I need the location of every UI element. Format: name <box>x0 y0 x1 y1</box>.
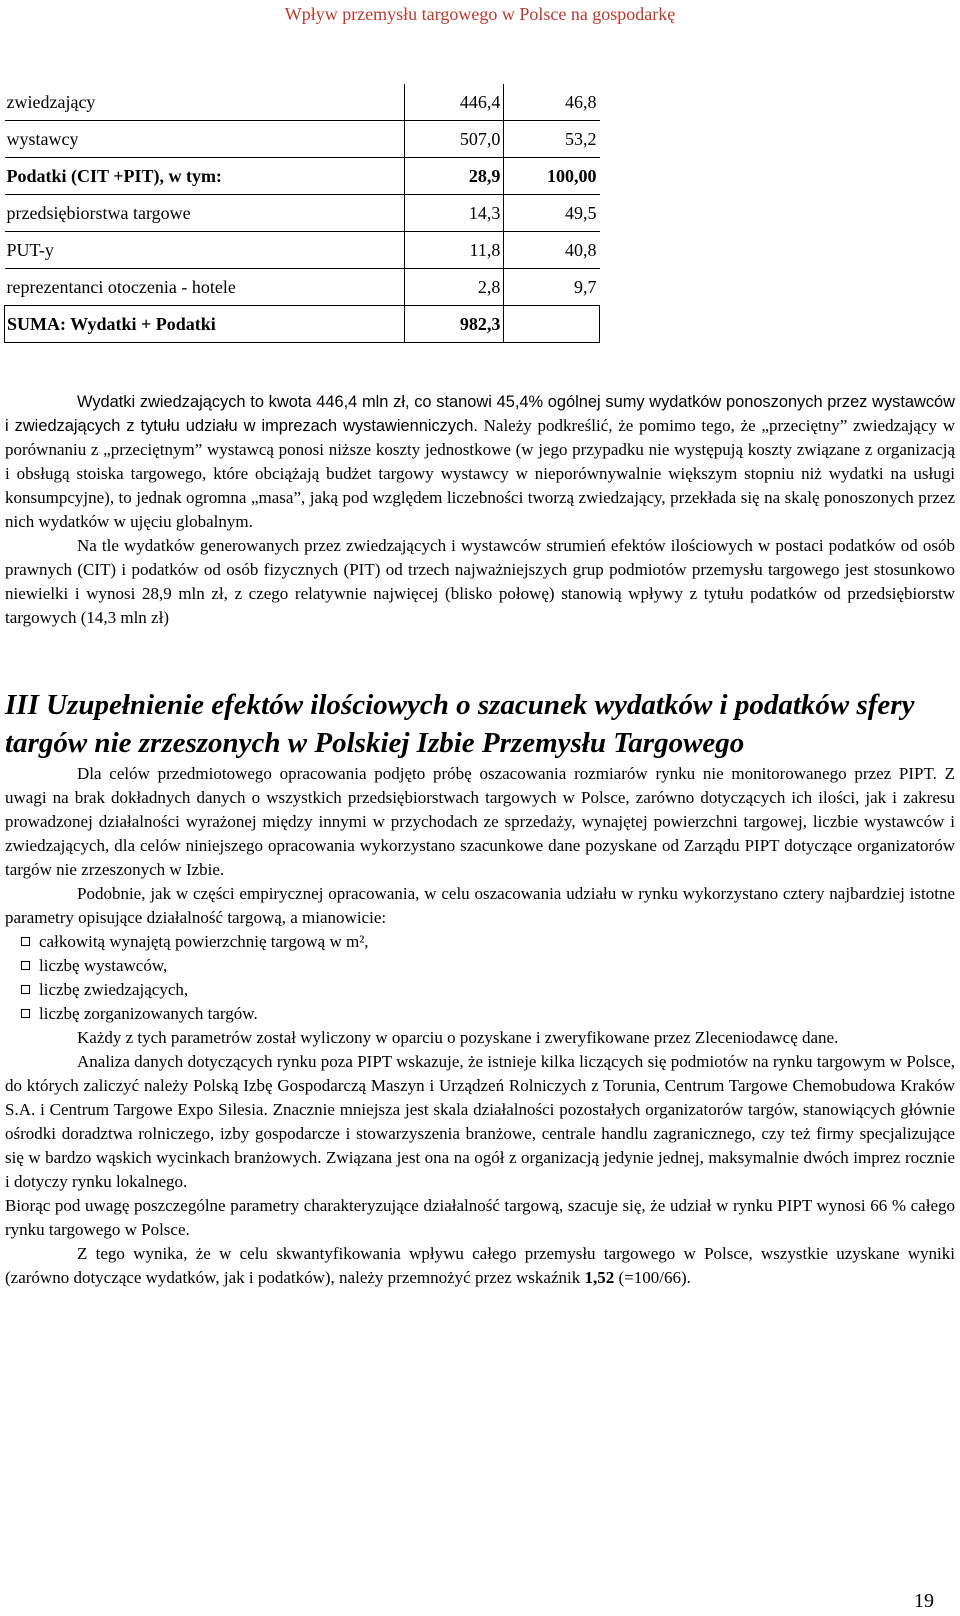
multiplier-value: 1,52 <box>584 1268 615 1287</box>
table-cell-label: reprezentanci otoczenia - hotele <box>6 277 236 297</box>
table-cell-value: 28,9 <box>405 158 504 195</box>
list-item-text: liczbę zwiedzających, <box>39 980 189 999</box>
list-item <box>23 1002 955 1026</box>
paragraph: Podobnie, jak w części empirycznej opracowania, w celu oszacowania udziału w rynku wykorzystano cztery najbardziej istotne parametry opisujące działalność targową, a mianowicie: <box>5 884 955 927</box>
page-number: 19 <box>914 1590 934 1612</box>
table-row <box>5 158 600 195</box>
table-cell-value: 446,4 <box>405 84 504 121</box>
page-header-title: Wpływ przemysłu targowego w Polsce na gospodarkę <box>284 4 676 24</box>
table-row <box>5 269 600 306</box>
table-cell-percent <box>504 306 600 343</box>
list-item-text: całkowitą wynajętą powierzchnię targową w m², <box>39 932 369 951</box>
list-item <box>23 930 955 954</box>
table-cell-label: zwiedzający <box>6 92 96 112</box>
paragraph <box>5 1242 955 1290</box>
list-item <box>23 978 955 1002</box>
paragraph-text: Należy podkreślić, że pomimo tego, że „przeciętny” zwiedzający w porównaniu z „przeciętnym” wystawcą ponosi niższe koszty jednostkowe (w jego przypadku nie występują koszty związane z organizacją i obsługą stoiska targowego, które obciążają budżet targowy wystawcy w nieporównywalnie większym stopniu niż wydatki na usługi konsumpcyjne), to jednak ogromna „masa”, jaką pod względem liczebności tworzą zwiedzający, przekłada się na skalę ponoszonych przez nich wydatków w ujęciu globalnym. <box>5 416 955 531</box>
table-cell-percent: 9,7 <box>504 269 600 306</box>
table-row <box>5 232 600 269</box>
table-cell-value: 11,8 <box>405 232 504 269</box>
table-cell-label: Podatki (CIT +PIT), w tym: <box>6 166 222 186</box>
square-bullet-icon <box>21 937 30 946</box>
parameter-list <box>5 930 955 1026</box>
list-item-text: liczbę zorganizowanych targów. <box>39 1004 258 1023</box>
paragraph <box>5 390 955 534</box>
paragraph: Analiza danych dotyczących rynku poza PIPT wskazuje, że istnieje kilka liczących się podmiotów na rynku targowym w Polsce, do których zaliczyć należy Polską Izbę Gospodarczą Maszyn i Urządzeń Rolniczych z Torunia, Centrum Targowe Chemobudowa Kraków S.A. i Centrum Targowe Expo Silesia. Znacznie mniejsza jest skala działalności pozostałych organizatorów targów, stanowiących głównie ośrodki doradztwa rolniczego, izby gospodarcze i stowarzyszenia branżowe, centrale handlu zagranicznego, czy też firmy specjalizujące się w bardzo wąskich wycinkach branżowych. Związana jest ona na ogół z organizacją jedynie jednej, maksymalnie dwóch imprez rocznie i dotyczy rynku lokalnego. <box>5 1052 955 1191</box>
table-cell-label: przedsiębiorstwa targowe <box>6 203 191 223</box>
table-cell-label: wystawcy <box>6 129 79 149</box>
square-bullet-icon <box>21 961 30 970</box>
table-cell-label: SUMA: Wydatki + Podatki <box>5 306 405 343</box>
list-item-text: liczbę wystawców, <box>39 956 168 975</box>
paragraph: Każdy z tych parametrów został wyliczony w oparciu o pozyskane i zweryfikowane przez Zleceniodawcę dane. <box>77 1028 839 1047</box>
square-bullet-icon <box>21 1009 30 1018</box>
paragraph: Dla celów przedmiotowego opracowania podjęto próbę oszacowania rozmiarów rynku nie monitorowanego przez PIPT. Z uwagi na brak dokładnych danych o wszystkich przedsiębiorstwach targowych w Polsce, zarówno dotyczących ich ilości, jak i zakresu prowadzonej działalności wyrażonej między innymi w przychodach ze sprzedaży, wynajętej powierzchni targowej, liczbie wystawców i zwiedzających, dla celów niniejszego opracowania wykorzystano szacunkowe dane pozyskane od Zarządu PIPT dotyczące organizatorów targów nie zrzeszonych w Izbie. <box>5 764 955 879</box>
paragraph-text: (=100/66). <box>614 1268 691 1287</box>
table-row <box>5 84 600 121</box>
square-bullet-icon <box>21 985 30 994</box>
table-row-total <box>5 306 600 343</box>
table-cell-percent: 49,5 <box>504 195 600 232</box>
table-cell-label: PUT-y <box>6 240 54 260</box>
paragraph-text: Wydatki zwiedzających to kwota 446,4 mln zł, co stanowi 45,4% ogólnej sumy wydatków ponoszonych przez wystawców i zwiedzających z tytułu udziału w imprezach wystawienniczych. <box>5 393 955 435</box>
table-row <box>5 121 600 158</box>
section-title: III Uzupełnienie efektów ilościowych o szacunek wydatków i podatków sfery targów nie zrzeszonych w Polskiej Izbie Przemysłu Targowego <box>5 689 915 759</box>
paragraph: Na tle wydatków generowanych przez zwiedzających i wystawców strumień efektów ilościowych w postaci podatków od osób prawnych (CIT) i podatków od osób fizycznych (PIT) od trzech najważniejszych grup podmiotów przemysłu targowego jest stosunkowo niewielki i wynosi 28,9 mln zł, z czego relatywnie najwięcej (blisko połowę) stanowią wpływy z tytułu podatków od przedsiębiorstw targowych (14,3 mln zł) <box>5 536 955 627</box>
table-cell-value: 14,3 <box>405 195 504 232</box>
table-cell-value: 2,8 <box>405 269 504 306</box>
table-cell-value: 507,0 <box>405 121 504 158</box>
paragraph-text: Z tego wynika, że w celu skwantyfikowania wpływu całego przemysłu targowego w Polsce, wszystkie uzyskane wyniki (zarówno dotyczące wydatków, jak i podatków), należy przemnożyć przez wskaźnik <box>5 1244 955 1287</box>
table-cell-value: 982,3 <box>405 306 504 343</box>
table-cell-percent: 46,8 <box>504 84 600 121</box>
paragraph: Biorąc pod uwagę poszczególne parametry charakteryzujące działalność targową, szacuje się, że udział w rynku PIPT wynosi 66 % całego rynku targowego w Polsce. <box>5 1196 955 1239</box>
table-row <box>5 195 600 232</box>
table-cell-percent: 53,2 <box>504 121 600 158</box>
data-table <box>4 84 600 343</box>
list-item <box>23 954 955 978</box>
document-body <box>5 390 955 1290</box>
table-cell-percent: 40,8 <box>504 232 600 269</box>
table-cell-percent: 100,00 <box>504 158 600 195</box>
